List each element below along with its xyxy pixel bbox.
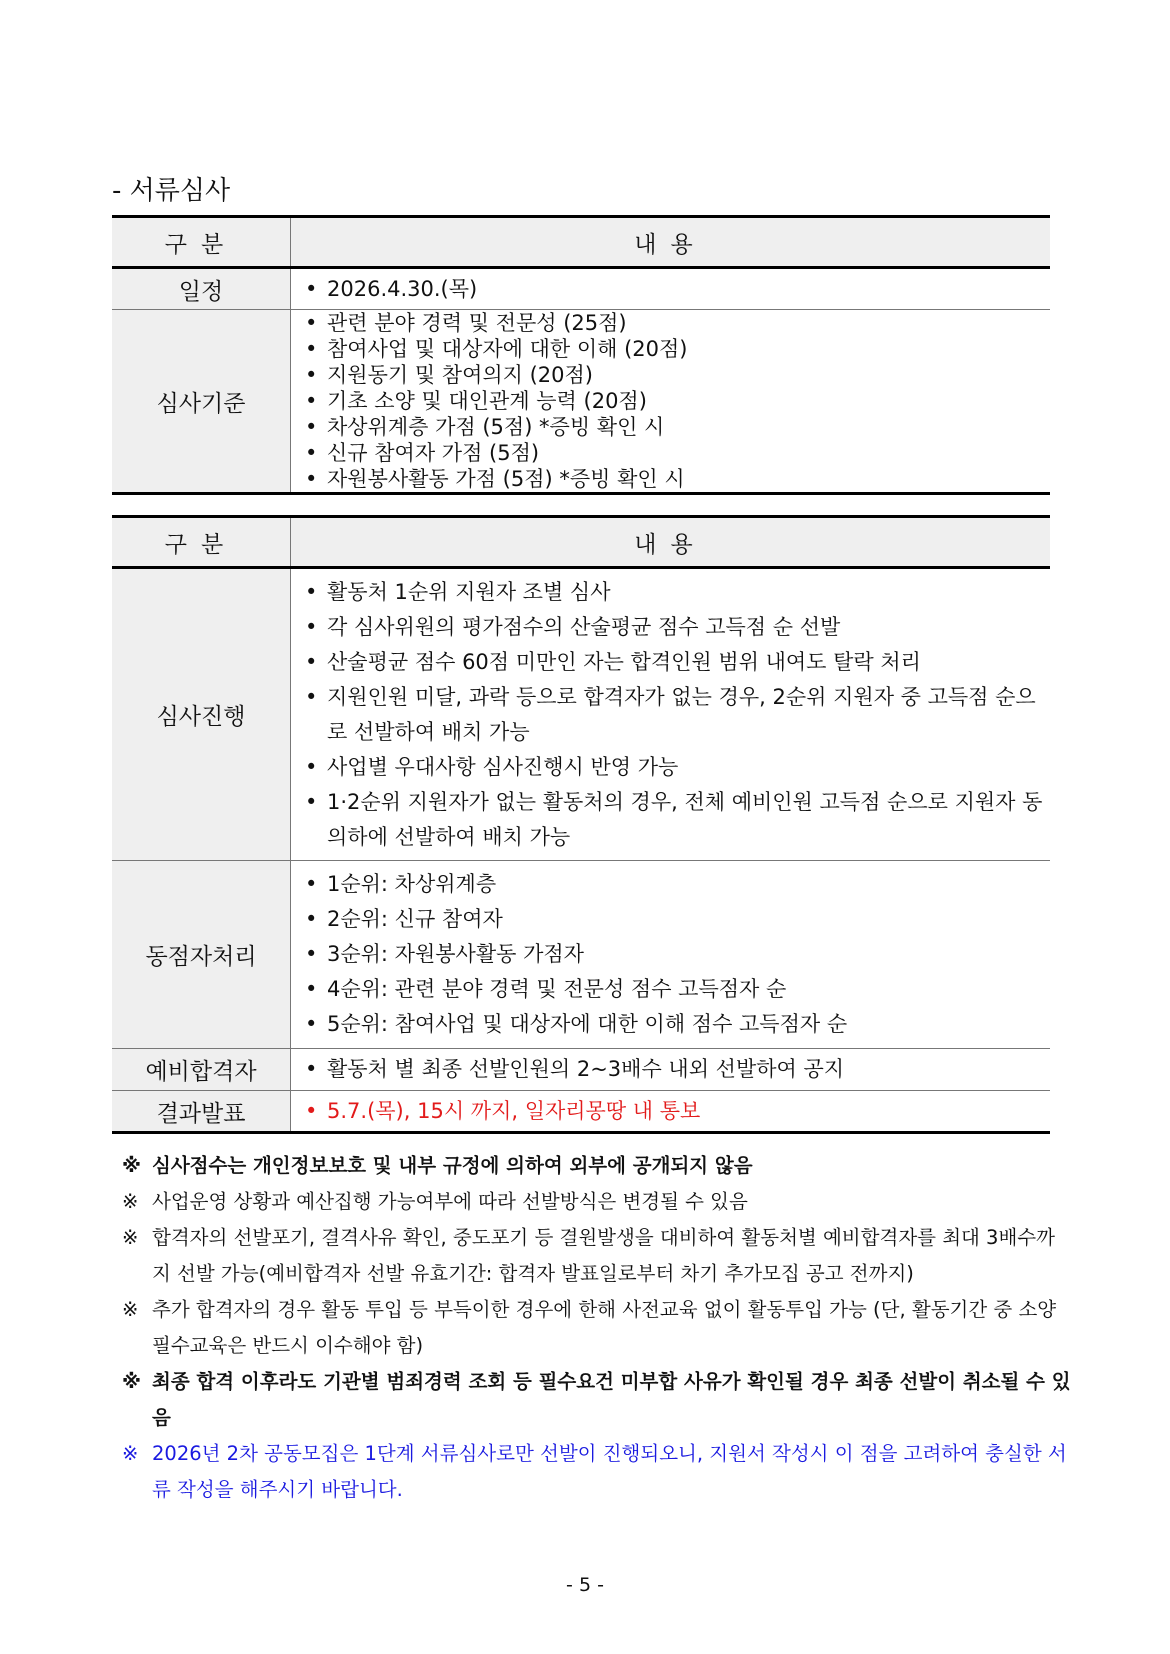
- bullet-icon: •: [305, 277, 318, 301]
- list-item: • 신규 참여자 가점 (5점): [305, 441, 540, 465]
- bullet-icon: •: [305, 872, 318, 896]
- bullet-icon: •: [305, 649, 318, 674]
- list-item: • 지원동기 및 참여의지 (20점): [305, 363, 593, 387]
- bullet-icon: •: [305, 789, 318, 814]
- list-item: • 지원인원 미달, 과락 등으로 합격자가 없는 경우, 2순위 지원자 중 고득점 순으로 선발하여 배치 가능: [305, 680, 1050, 750]
- reference-mark-icon: ※: [122, 1154, 141, 1177]
- bullet-icon: •: [305, 614, 318, 639]
- note-item: ※ 추가 합격자의 경우 활동 투입 등 부득이한 경우에 한해 사전교육 없이 활동투입 가능 (단, 활동기간 중 소양필수교육은 반드시 이수해야 함): [122, 1292, 1072, 1364]
- table-header: [112, 217, 1050, 268]
- table-row: [112, 310, 1050, 494]
- table-row: [112, 1049, 1050, 1091]
- table-row: [112, 568, 1050, 861]
- row-label: 심사진행: [112, 568, 291, 861]
- list-item: • 차상위계층 가점 (5점) *증빙 확인 시: [305, 415, 665, 439]
- note-item: ※ 사업운영 상황과 예산집행 가능여부에 따라 선발방식은 변경될 수 있음: [122, 1184, 1072, 1220]
- bullet-icon: •: [305, 579, 318, 604]
- bullet-icon: •: [305, 467, 318, 491]
- list-item: • 4순위: 관련 분야 경력 및 전문성 점수 고득점자 순: [305, 972, 1050, 1007]
- note-item: ※ 2026년 2차 공동모집은 1단계 서류심사로만 선발이 진행되오니, 지원서 작성시 이 점을 고려하여 충실한 서류 작성을 해주시기 바랍니다.: [122, 1436, 1072, 1508]
- bullet-icon: •: [305, 389, 318, 413]
- header-category: 구분: [112, 217, 291, 268]
- reference-mark-icon: ※: [122, 1190, 139, 1213]
- list-item: • 2026.4.30.(목): [305, 277, 478, 301]
- bullet-icon: •: [305, 754, 318, 779]
- row-label: 예비합격자: [112, 1049, 291, 1091]
- list-item: • 5순위: 참여사업 및 대상자에 대한 이해 점수 고득점자 순: [305, 1007, 1050, 1042]
- header-content: 내용: [291, 517, 1051, 568]
- bullet-icon: •: [305, 977, 318, 1001]
- bullet-icon: •: [305, 942, 318, 966]
- list-item: • 활동처 1순위 지원자 조별 심사: [305, 575, 1050, 610]
- screening-schedule-table: [112, 215, 1050, 495]
- bullet-icon: •: [305, 1098, 318, 1123]
- row-label: 일정: [112, 268, 291, 310]
- list-item: • 2순위: 신규 참여자: [305, 902, 1050, 937]
- list-item: • 참여사업 및 대상자에 대한 이해 (20점): [305, 337, 688, 361]
- reference-mark-icon: ※: [122, 1226, 139, 1249]
- bullet-icon: •: [305, 337, 318, 361]
- notes-section: [122, 1148, 1072, 1508]
- note-item: ※ 합격자의 선발포기, 결격사유 확인, 중도포기 등 결원발생을 대비하여 활동처별 예비합격자를 최대 3배수까지 선발 가능(예비합격자 선발 유효기간: 합격자 발표일로부터 차기 추가모집 공고 전까지): [122, 1220, 1072, 1292]
- page-number: - 5 -: [566, 1574, 604, 1596]
- row-content: [291, 310, 1051, 494]
- header-content: 내용: [291, 217, 1051, 268]
- bullet-icon: •: [305, 1057, 318, 1081]
- table-header: [112, 517, 1050, 568]
- header-category: 구분: [112, 517, 291, 568]
- list-item: • 활동처 별 최종 선발인원의 2~3배수 내외 선발하여 공지: [305, 1052, 1050, 1087]
- list-item: • 1·2순위 지원자가 없는 활동처의 경우, 전체 예비인원 고득점 순으로 지원자 동의하에 선발하여 배치 가능: [305, 785, 1050, 855]
- row-content: [291, 1091, 1051, 1133]
- row-content: [291, 268, 1051, 310]
- bullet-icon: •: [305, 684, 318, 709]
- row-content: [291, 861, 1051, 1049]
- reference-mark-icon: ※: [122, 1370, 141, 1393]
- list-item: • 산술평균 점수 60점 미만인 자는 합격인원 범위 내여도 탈락 처리: [305, 645, 1050, 680]
- list-item: • 기초 소양 및 대인관계 능력 (20점): [305, 389, 647, 413]
- note-item: ※ 최종 합격 이후라도 기관별 범죄경력 조회 등 필수요건 미부합 사유가 확인될 경우 최종 선발이 취소될 수 있음: [122, 1364, 1072, 1436]
- list-item: • 1순위: 차상위계층: [305, 867, 1050, 902]
- bullet-icon: •: [305, 907, 318, 931]
- table-row: [112, 861, 1050, 1049]
- row-label: 결과발표: [112, 1091, 291, 1133]
- list-item: • 관련 분야 경력 및 전문성 (25점): [305, 311, 627, 335]
- note-item: ※ 심사점수는 개인정보보호 및 내부 규정에 의하여 외부에 공개되지 않음: [122, 1148, 1072, 1184]
- list-item: • 자원봉사활동 가점 (5점) *증빙 확인 시: [305, 467, 685, 491]
- bullet-icon: •: [305, 1012, 318, 1036]
- row-label: 동점자처리: [112, 861, 291, 1049]
- bullet-icon: •: [305, 311, 318, 335]
- row-content: [291, 1049, 1051, 1091]
- bullet-icon: •: [305, 441, 318, 465]
- bullet-icon: •: [305, 363, 318, 387]
- list-item: • 각 심사위원의 평가점수의 산술평균 점수 고득점 순 선발: [305, 610, 1050, 645]
- bullet-icon: •: [305, 415, 318, 439]
- table-row: [112, 268, 1050, 310]
- list-item: • 3순위: 자원봉사활동 가점자: [305, 937, 1050, 972]
- row-label: 심사기준: [112, 310, 291, 494]
- screening-process-table: [112, 515, 1050, 1134]
- reference-mark-icon: ※: [122, 1442, 139, 1465]
- table-row: [112, 1091, 1050, 1133]
- list-item: • 5.7.(목), 15시 까지, 일자리몽땅 내 통보: [305, 1094, 1050, 1129]
- list-item: • 사업별 우대사항 심사진행시 반영 가능: [305, 750, 1050, 785]
- section-title: - 서류심사: [112, 176, 231, 206]
- row-content: [291, 568, 1051, 861]
- reference-mark-icon: ※: [122, 1298, 139, 1321]
